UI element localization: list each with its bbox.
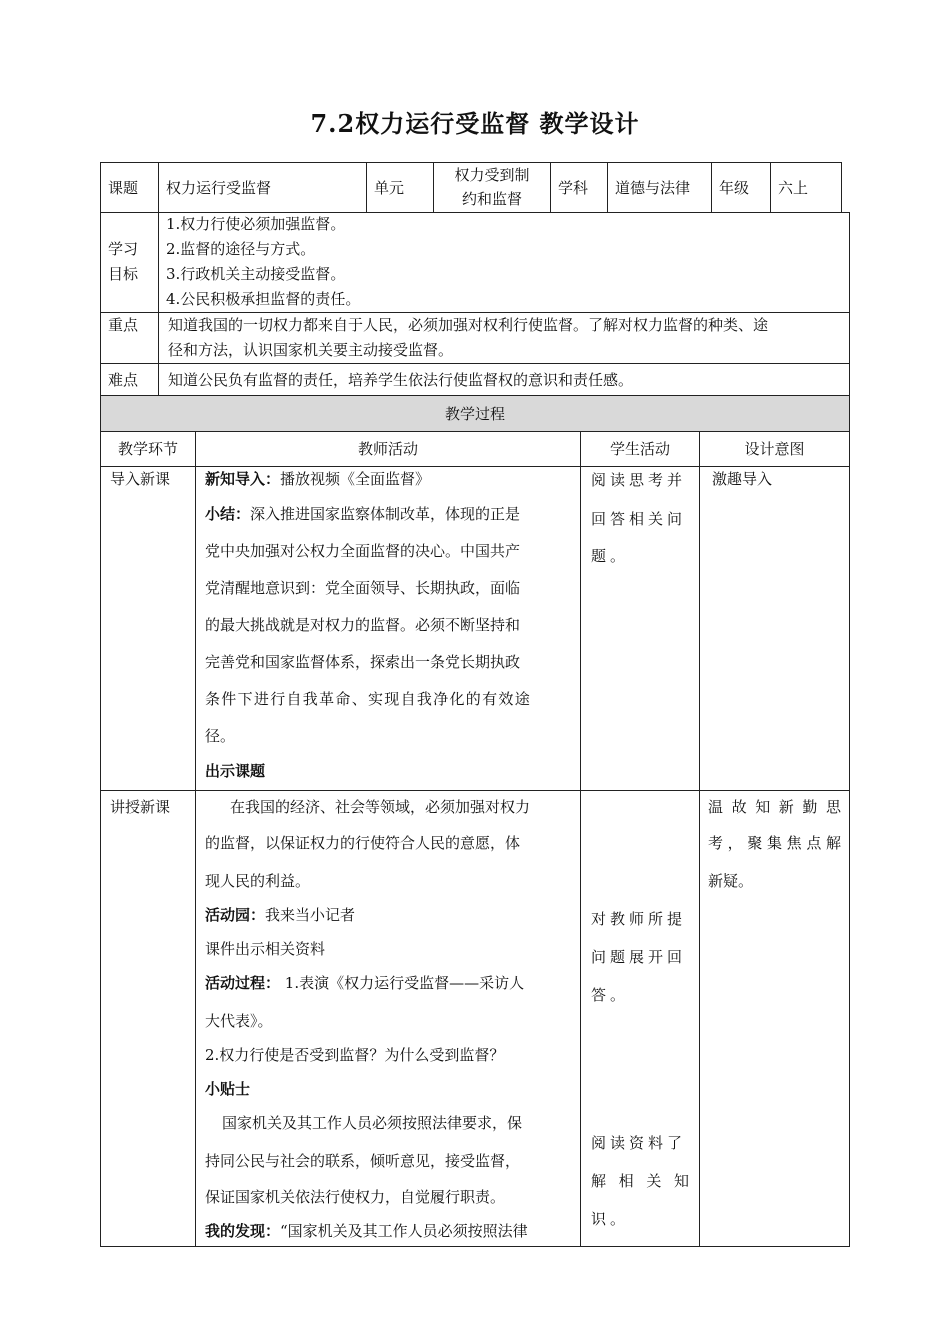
student-line: 答。: [591, 986, 630, 1004]
summary-text-line: 条件下进行自我革命、实现自我净化的有效途: [205, 690, 532, 708]
tip-label: 小贴士: [205, 1080, 251, 1098]
courseware-line: 课件出示相关资料: [205, 940, 326, 958]
key-point-line2: 径和方法，认识国家机关要主动接受监督。: [168, 341, 454, 359]
process-text: 1.表演《权力运行受监督——采访人: [280, 974, 525, 992]
para-line: 现人民的利益。: [205, 872, 311, 890]
grade-value: 六上: [778, 178, 809, 197]
student-line-just: [591, 1170, 689, 1192]
para-line: 在我国的经济、社会等领域，必须加强对权力: [230, 798, 531, 816]
intent-teach: [699, 790, 850, 1247]
student-line: 问题展开回: [591, 948, 687, 966]
student-line: 阅读资料了: [591, 1134, 687, 1152]
teacher-activity-import: [195, 466, 581, 791]
document-title: 7.2权力运行受监督 教学设计: [310, 109, 640, 138]
goals-list: [158, 212, 850, 313]
tip-line: 国家机关及其工作人员必须按照法律要求，保: [222, 1114, 523, 1132]
unit-value: [433, 162, 551, 213]
activity-text: 我来当小记者: [265, 906, 356, 924]
show-topic: 出示课题: [205, 762, 266, 780]
student-line: 识。: [591, 1210, 630, 1228]
difficulty-label: 难点: [108, 370, 139, 389]
intent-line: 新疑。: [708, 872, 754, 890]
student-line: 回答相关问: [591, 510, 687, 528]
teacher-activity-teach: [195, 790, 581, 1247]
summary-first: 深入推进国家监察体制改革，体现的正是: [250, 505, 521, 523]
goals-label-line2: 目标: [108, 265, 139, 283]
goal-item: 3.行政机关主动接受监督。: [166, 265, 346, 283]
process-line: [195, 972, 581, 994]
student-activity-teach: [580, 790, 700, 1247]
intro-text: 播放视频《全面监督》: [280, 470, 431, 488]
process-cont: 大代表》。: [205, 1012, 273, 1030]
intent-line-just: [708, 796, 841, 818]
subject-label: 学科: [558, 178, 589, 197]
student-line: 对教师所提: [591, 910, 687, 928]
para-line: 的监督，以保证权力的行使符合人民的意愿，体: [205, 834, 521, 852]
key-point-line1: 知道我国的一切权力都来自于人民，必须加强对权利行使监督。了解对权力监督的种类、途: [168, 316, 769, 334]
activity-line: [195, 904, 581, 926]
col-header-stage: 教学环节: [117, 440, 178, 458]
stage-import: 导入新课: [110, 470, 171, 488]
process-label: 活动过程：: [205, 974, 281, 992]
summary-text-line: 的最大挑战就是对权力的监督。必须不断坚持和: [205, 616, 521, 634]
key-point-label: 重点: [108, 316, 139, 334]
tip-line: 持同公民与社会的联系，倾听意见，接受监督，: [205, 1152, 521, 1170]
student-line: 解相关知: [591, 1172, 689, 1190]
col-header-intent: 设计意图: [744, 440, 805, 458]
goal-item: 4.公民积极承担监督的责任。: [166, 290, 361, 308]
col-header-student: 学生活动: [609, 440, 670, 458]
course-value: 权力运行受监督: [166, 178, 272, 197]
summary-text-line: 党中央加强对公权力全面监督的决心。中国共产: [205, 542, 521, 560]
grade-label: 年级: [719, 178, 750, 197]
student-line: 题。: [591, 547, 630, 565]
intent-import: 激趣导入: [712, 470, 773, 488]
goal-item: 2.监督的途径与方式。: [166, 240, 316, 258]
process-title: 教学过程: [444, 404, 505, 423]
discover-label: 我的发现：: [205, 1222, 281, 1240]
key-point-text: [158, 312, 850, 364]
question-line: 2.权力行使是否受到监督？为什么受到监督？: [205, 1046, 505, 1064]
goals-label: [100, 212, 159, 313]
summary-label: 小结：: [205, 505, 251, 523]
difficulty-text: 知道公民负有监督的责任，培养学生依法行使监督权的意识和责任感。: [168, 370, 634, 389]
unit-value-line2: 约和监督: [461, 190, 522, 208]
student-activity-import: [580, 466, 700, 791]
intent-line: 温故知新勤思: [708, 798, 841, 816]
summary-line: [195, 503, 581, 525]
discover-text: “国家机关及其工作人员必须按照法律: [280, 1222, 528, 1240]
intro-label: 新知导入：: [205, 470, 281, 488]
unit-label: 单元: [374, 178, 405, 197]
summary-text-line: 径。: [205, 727, 236, 745]
goals-label-line1: 学习: [108, 240, 139, 258]
unit-value-line1: 权力受到制: [454, 166, 530, 184]
subject-value: 道德与法律: [615, 178, 691, 197]
col-header-teacher: 教师活动: [357, 440, 418, 458]
tip-line: 保证国家机关依法行使权力，自觉履行职责。: [205, 1188, 506, 1206]
intent-line-just: [708, 832, 841, 854]
intent-line: 考，聚集焦点解: [708, 834, 841, 852]
summary-text-line: 完善党和国家监督体系，探索出一条党长期执政: [205, 653, 521, 671]
discover-line: [195, 1220, 581, 1242]
course-label: 课题: [108, 178, 139, 197]
student-line: 阅读思考并: [591, 471, 687, 489]
intro-line: [195, 468, 581, 490]
stage-teach: 讲授新课: [110, 798, 171, 816]
summary-text-line: 党清醒地意识到：党全面领导、长期执政，面临: [205, 579, 521, 597]
activity-label: 活动园：: [205, 906, 266, 924]
goal-item: 1.权力行使必须加强监督。: [166, 215, 346, 233]
